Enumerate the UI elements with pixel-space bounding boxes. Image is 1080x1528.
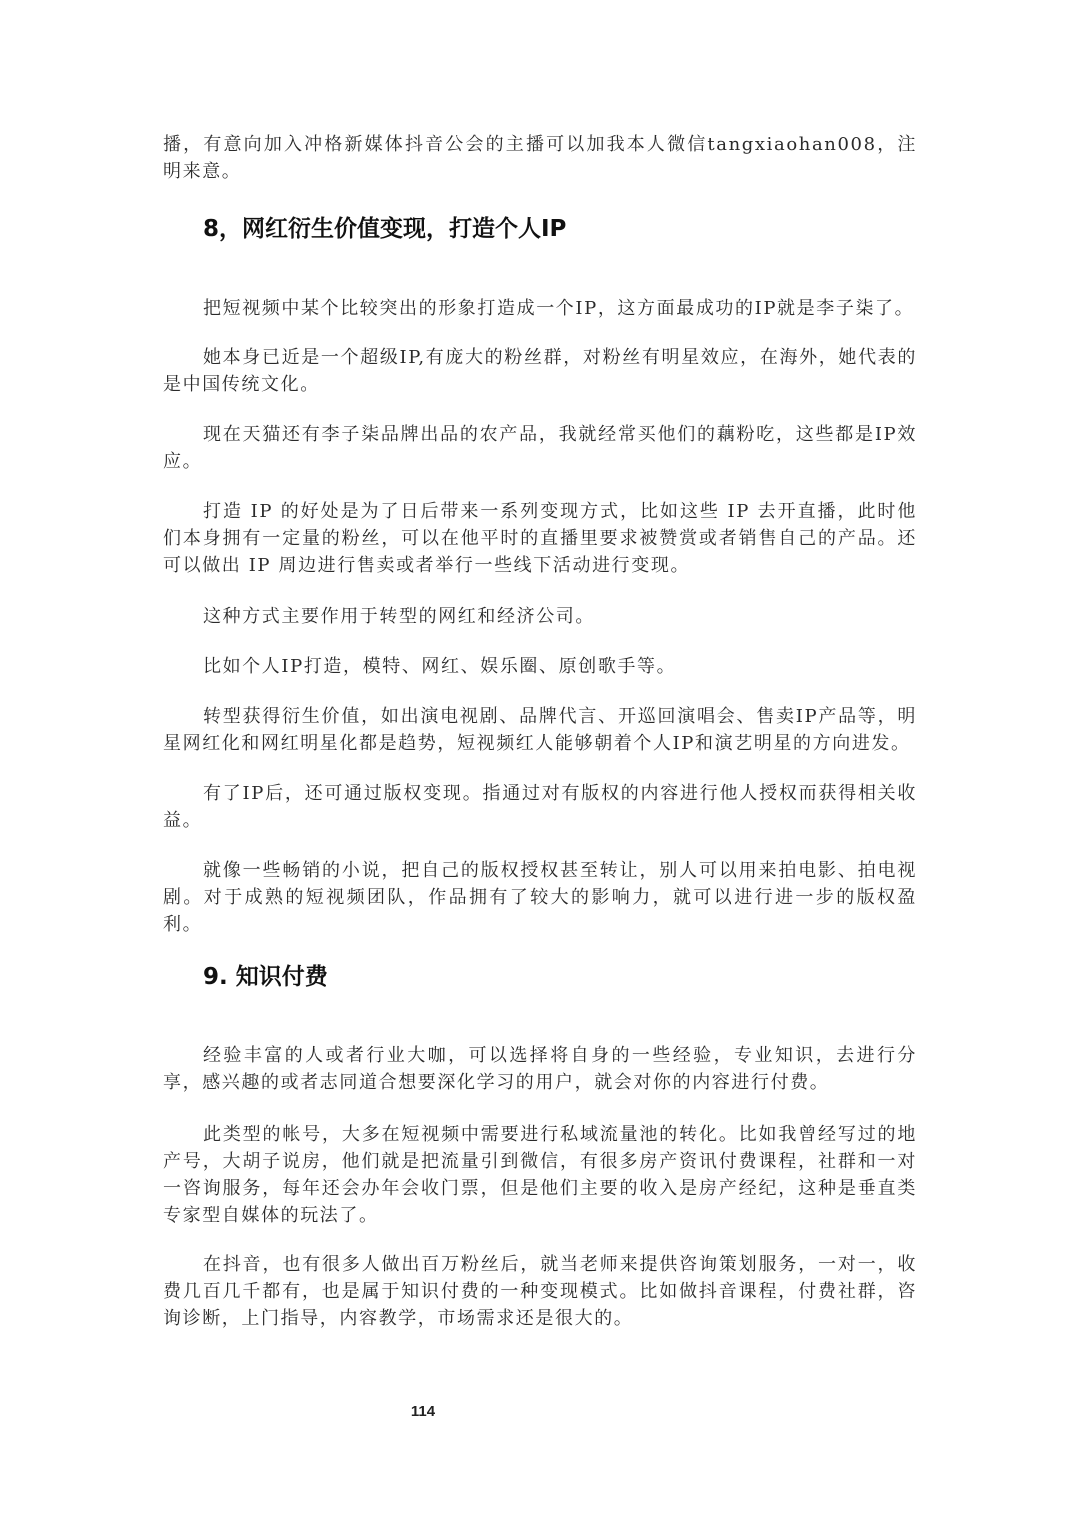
paragraph: 比如个人IP打造，模特、网红、娱乐圈、原创歌手等。 [203, 656, 677, 677]
paragraph: 现在天猫还有李子柒品牌出品的农产品，我就经常买他们的藕粉吃，这些都是IP效应。 [163, 424, 917, 472]
paragraph: 此类型的帐号，大多在短视频中需要进行私域流量池的转化。比如我曾经写过的地产号，大胡子说房，他们就是把流量引到微信，有很多房产资讯付费课程，社群和一对一咨询服务，每年还会办年会收门票，但是他们主要的收入是房产经纪，这种是垂直类专家型自媒体的玩法了。 [163, 1124, 917, 1226]
paragraph: 她本身已近是一个超级IP,有庞大的粉丝群，对粉丝有明星效应，在海外，她代表的是中国传统文化。 [163, 347, 917, 395]
paragraph: 这种方式主要作用于转型的网红和经济公司。 [203, 606, 595, 627]
paragraph: 在抖音，也有很多人做出百万粉丝后，就当老师来提供咨询策划服务，一对一，收费几百几千都有，也是属于知识付费的一种变现模式。比如做抖音课程，付费社群，咨询诊断，上门指导，内容教学，市场需求还是很大的。 [163, 1254, 917, 1329]
paragraph-continuation: 播，有意向加入冲格新媒体抖音公会的主播可以加我本人微信tangxiaohan008，注明来意。 [163, 134, 917, 182]
section-heading-9: 9. 知识付费 [203, 964, 328, 990]
paragraph: 就像一些畅销的小说，把自己的版权授权甚至转让，别人可以用来拍电影、拍电视剧。对于成熟的短视频团队，作品拥有了较大的影响力，就可以进行进一步的版权盈利。 [163, 860, 917, 935]
page-number: 114 [410, 1403, 436, 1420]
section-heading-8: 8，网红衍生价值变现，打造个人IP [203, 216, 567, 242]
paragraph: 经验丰富的人或者行业大咖，可以选择将自身的一些经验，专业知识，去进行分享，感兴趣的或者志同道合想要深化学习的用户，就会对你的内容进行付费。 [163, 1045, 917, 1093]
paragraph: 把短视频中某个比较突出的形象打造成一个IP，这方面最成功的IP就是李子柒了。 [203, 298, 915, 319]
paragraph: 有了IP后，还可通过版权变现。指通过对有版权的内容进行他人授权而获得相关收益。 [163, 783, 917, 831]
paragraph: 转型获得衍生价值，如出演电视剧、品牌代言、开巡回演唱会、售卖IP产品等，明星网红化和网红明星化都是趋势，短视频红人能够朝着个人IP和演艺明星的方向进发。 [163, 706, 917, 754]
paragraph: 打造 IP 的好处是为了日后带来一系列变现方式，比如这些 IP 去开直播，此时他们本身拥有一定量的粉丝，可以在他平时的直播里要求被赞赏或者销售自己的产品。还可以做出 IP 周边进行售卖或者举行一些线下活动进行变现。 [163, 501, 917, 576]
